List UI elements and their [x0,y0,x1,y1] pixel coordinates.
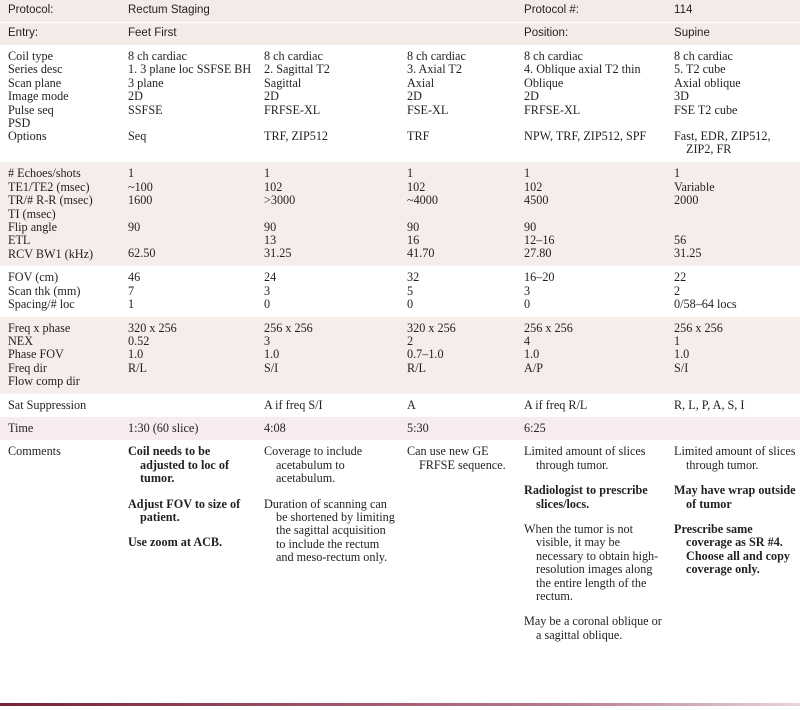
parameter-value [674,208,796,221]
parameter-value [674,221,796,234]
parameter-label: RCV BW1 (kHz) [8,246,94,261]
parameter-value: A/P [524,360,543,375]
parameter-value [524,375,662,388]
parameter-value [407,208,512,221]
parameter-value: A if freq R/L [524,397,588,412]
series-column-cell [399,394,516,417]
parameter-value: 1 [674,166,681,181]
parameter-value: 5. T2 cube [674,62,726,77]
parameter-value: 4 [524,333,531,348]
parameter-label: ETL [8,233,31,248]
parameter-value: 102 [407,179,426,194]
comment-text: May be a coronal oblique or a sagittal oblique. [524,614,662,642]
parameter-value: 102 [264,179,283,194]
parameter-value: Axial [407,75,435,90]
parameter-value [128,208,252,221]
parameter-label: Flow comp dir [8,374,80,389]
parameter-value: 46 [128,270,141,285]
parameter-value [128,399,252,412]
parameter-label: Phase FOV [8,347,64,362]
parameter-value [128,117,252,130]
parameter-value: Sagittal [264,75,302,90]
series-column-cell [666,162,800,266]
parameter-value: 4500 [524,193,549,208]
parameter-value: FSE T2 cube [674,102,738,117]
series-column-cell [256,162,399,266]
parameter-value: 0.52 [128,333,150,348]
parameter-label: FOV (cm) [8,270,59,285]
time-value: 4:08 [256,417,399,440]
parameter-value: 90 [524,219,537,234]
parameter-label: Coil type [8,49,54,63]
parameter-value: 3 [524,283,531,298]
protocol-number-label: Protocol #: [516,0,666,23]
series-column-cell [666,394,800,417]
parameter-value: R/L [407,360,426,375]
series-column-cell [120,266,256,316]
series-column-cell [120,162,256,266]
parameter-value: 0.7–1.0 [407,347,444,362]
comments-row [0,440,800,659]
comments-cell [120,440,256,659]
parameter-value: R/L [128,360,147,375]
parameter-value: 1.0 [264,347,280,362]
entry-row [0,23,800,46]
parameter-label: Flip angle [8,220,58,235]
parameter-value [264,375,395,388]
parameter-value: 1. 3 plane loc SSFSE BH [128,62,252,77]
parameter-value: 27.80 [524,246,552,261]
parameter-value: 2000 [674,193,699,208]
parameter-value: 2D [524,89,539,104]
time-row [0,417,800,440]
series-column-cell [516,394,666,417]
parameter-value: 5 [407,283,414,298]
parameter-value: 16–20 [524,270,555,285]
parameter-labels [0,394,120,417]
series-column-cell [256,317,399,394]
parameter-value: 102 [524,179,543,194]
parameter-label: TR/# R-R (msec) [8,193,93,208]
parameter-value: 31.25 [264,246,292,261]
protocol-number-value: 114 [666,0,800,23]
series-column-cell [399,317,516,394]
parameter-value: 41.70 [407,246,435,261]
series-column-cell [666,266,800,316]
parameter-value: 7 [128,283,135,298]
parameter-value: 320 x 256 [128,320,177,335]
comments-cell [399,440,516,659]
series-column-cell [516,317,666,394]
comment-text: May have wrap outside of tumor [674,483,796,511]
parameter-label: TI (msec) [8,206,56,221]
parameter-value: 0/58–64 locs [674,297,737,312]
parameter-value: 1.0 [674,347,690,362]
parameter-value: 3 plane [128,75,164,90]
parameter-value: FSE-XL [407,102,449,117]
series-column-cell [516,162,666,266]
parameter-value: 1.0 [128,347,144,362]
parameter-value: 16 [407,233,420,248]
time-value: 1:30 (60 slice) [120,417,256,440]
parameter-value: 8 ch cardiac [407,49,466,63]
parameter-value: 12–16 [524,233,555,248]
parameter-value: 2. Sagittal T2 [264,62,330,77]
parameter-value: 1 [524,166,531,181]
parameter-value: 3 [264,283,271,298]
parameter-value: 8 ch cardiac [264,49,323,63]
series-column-cell [120,45,256,162]
series-column-cell [666,45,800,162]
parameter-value: 2 [407,333,414,348]
comment-text: When the tumor is not visible, it may be necessary to obtain high-resolution images along the entire length of the rectum. [524,521,659,603]
parameter-value: 320 x 256 [407,320,456,335]
parameter-value: 3 [264,333,271,348]
bottom-rule [0,703,800,706]
series-column-cell [666,317,800,394]
parameter-value: SSFSE [128,102,163,117]
parameter-label: TE1/TE2 (msec) [8,179,90,194]
parameter-value: Variable [674,179,715,194]
parameter-label: Options [8,129,47,144]
parameter-value: 1 [128,297,135,312]
parameter-label: Pulse seq [8,102,54,117]
parameter-value: FRFSE-XL [524,102,581,117]
parameter-value: 90 [264,219,277,234]
position-label: Position: [516,23,666,46]
parameter-label: Freq x phase [8,320,71,335]
parameter-value: 8 ch cardiac [128,49,187,63]
series-column-cell [256,266,399,316]
parameter-value: NPW, TRF, ZIP512, SPF [524,129,647,144]
comment-text: Coil needs to be adjusted to loc of tumor. [128,444,230,486]
parameter-value: Seq [128,129,147,144]
position-value: Supine [666,23,800,46]
parameter-value: Fast, EDR, ZIP512, ZIP2, FR [674,129,771,157]
comment-text: Use zoom at ACB. [128,535,223,550]
parameter-label: NEX [8,333,34,348]
comment-text: Duration of scanning can be shortened by limiting the sagittal acquisition to include the rectum and meso-rectum only. [264,496,395,565]
parameter-value: A [407,397,416,412]
comment-text: Adjust FOV to size of patient. [128,496,241,524]
parameter-group [0,394,800,417]
parameter-value: TRF [407,129,430,144]
parameter-value: 0 [524,297,531,312]
parameter-value: Axial oblique [674,75,741,90]
time-label: Time [0,417,120,440]
parameter-value: 62.50 [128,246,156,261]
protocol-value: Rectum Staging [120,0,516,23]
parameter-label: # Echoes/shots [8,166,81,181]
parameter-group [0,45,800,162]
series-column-cell [120,394,256,417]
parameter-value: 4. Oblique axial T2 thin [524,62,641,77]
parameter-value: 90 [128,219,141,234]
series-column-cell [256,45,399,162]
comment-text: Limited amount of slices through tumor. [524,444,646,472]
parameter-value: 2D [407,89,422,104]
time-value [666,417,800,440]
parameter-value: 3. Axial T2 [407,62,462,77]
parameter-value: 1 [128,166,135,181]
parameter-label: Spacing/# loc [8,297,75,312]
parameter-value: R, L, P, A, S, I [674,397,745,412]
parameter-value: 3D [674,89,689,104]
entry-label: Entry: [0,23,120,46]
series-column-cell [256,394,399,417]
parameter-value: ~100 [128,179,153,194]
parameter-value: S/I [674,360,689,375]
parameter-value: 22 [674,270,687,285]
parameter-value [407,375,512,388]
parameter-value: 1 [674,333,681,348]
parameter-group [0,317,800,394]
parameter-value: 1 [264,166,271,181]
comments-cell [666,440,800,659]
parameter-labels [0,317,120,394]
parameter-value: 2D [264,89,279,104]
parameter-value: 31.25 [674,246,702,261]
parameter-value: 90 [407,219,420,234]
parameter-value: S/I [264,360,279,375]
parameter-label: Sat Suppression [8,397,87,412]
parameter-value: Oblique [524,75,564,90]
comment-text: Limited amount of slices through tumor. [674,444,796,472]
entry-value: Feet First [120,23,516,46]
parameter-label: Scan plane [8,75,62,90]
parameter-labels [0,266,120,316]
parameter-value [674,375,796,388]
parameter-value: 256 x 256 [264,320,313,335]
comments-cell [516,440,666,659]
parameter-value: 13 [264,233,277,248]
parameter-label: PSD [8,116,31,131]
parameter-label: Freq dir [8,360,47,375]
parameter-value: 8 ch cardiac [524,49,583,63]
parameter-value: TRF, ZIP512 [264,129,329,144]
time-value: 5:30 [399,417,516,440]
parameter-value: 32 [407,270,420,285]
parameter-value: 8 ch cardiac [674,49,733,63]
parameter-value: 0 [407,297,414,312]
parameter-labels [0,162,120,266]
time-value: 6:25 [516,417,666,440]
series-column-cell [120,317,256,394]
parameter-value: 2 [674,283,681,298]
parameter-value: 256 x 256 [674,320,723,335]
parameter-value: FRFSE-XL [264,102,321,117]
series-column-cell [399,162,516,266]
comment-text: Prescribe same coverage as SR #4. Choose all and copy coverage only. [674,521,790,577]
series-column-cell [399,266,516,316]
parameter-value: A if freq S/I [264,397,323,412]
parameter-value: 0 [264,297,271,312]
parameter-value: 256 x 256 [524,320,573,335]
parameter-value: 2D [128,89,143,104]
parameter-value: 1600 [128,193,153,208]
parameter-value: >3000 [264,193,296,208]
parameter-group [0,266,800,316]
parameter-value: 1 [407,166,414,181]
parameter-labels [0,45,120,162]
series-column-cell [399,45,516,162]
comment-text: Can use new GE FRFSE sequence. [407,444,506,472]
parameter-value [524,208,662,221]
protocol-label: Protocol: [0,0,120,23]
parameter-label: Image mode [8,89,69,104]
parameter-value: 24 [264,270,277,285]
parameter-value: ~4000 [407,193,438,208]
comment-text: Radiologist to prescribe slices/locs. [524,483,648,511]
comments-cell [256,440,399,659]
comments-label: Comments [8,444,61,459]
parameter-value [264,208,395,221]
parameter-label: Series desc [8,62,63,77]
parameter-value [128,375,252,388]
series-column-cell [516,266,666,316]
series-column-cell [516,45,666,162]
parameter-label: Scan thk (mm) [8,283,81,298]
parameter-group [0,162,800,266]
parameter-value: 56 [674,232,687,247]
comment-text: Coverage to include acetabulum to acetabulum. [264,444,363,486]
protocol-row [0,0,800,23]
parameter-value: 1.0 [524,347,540,362]
